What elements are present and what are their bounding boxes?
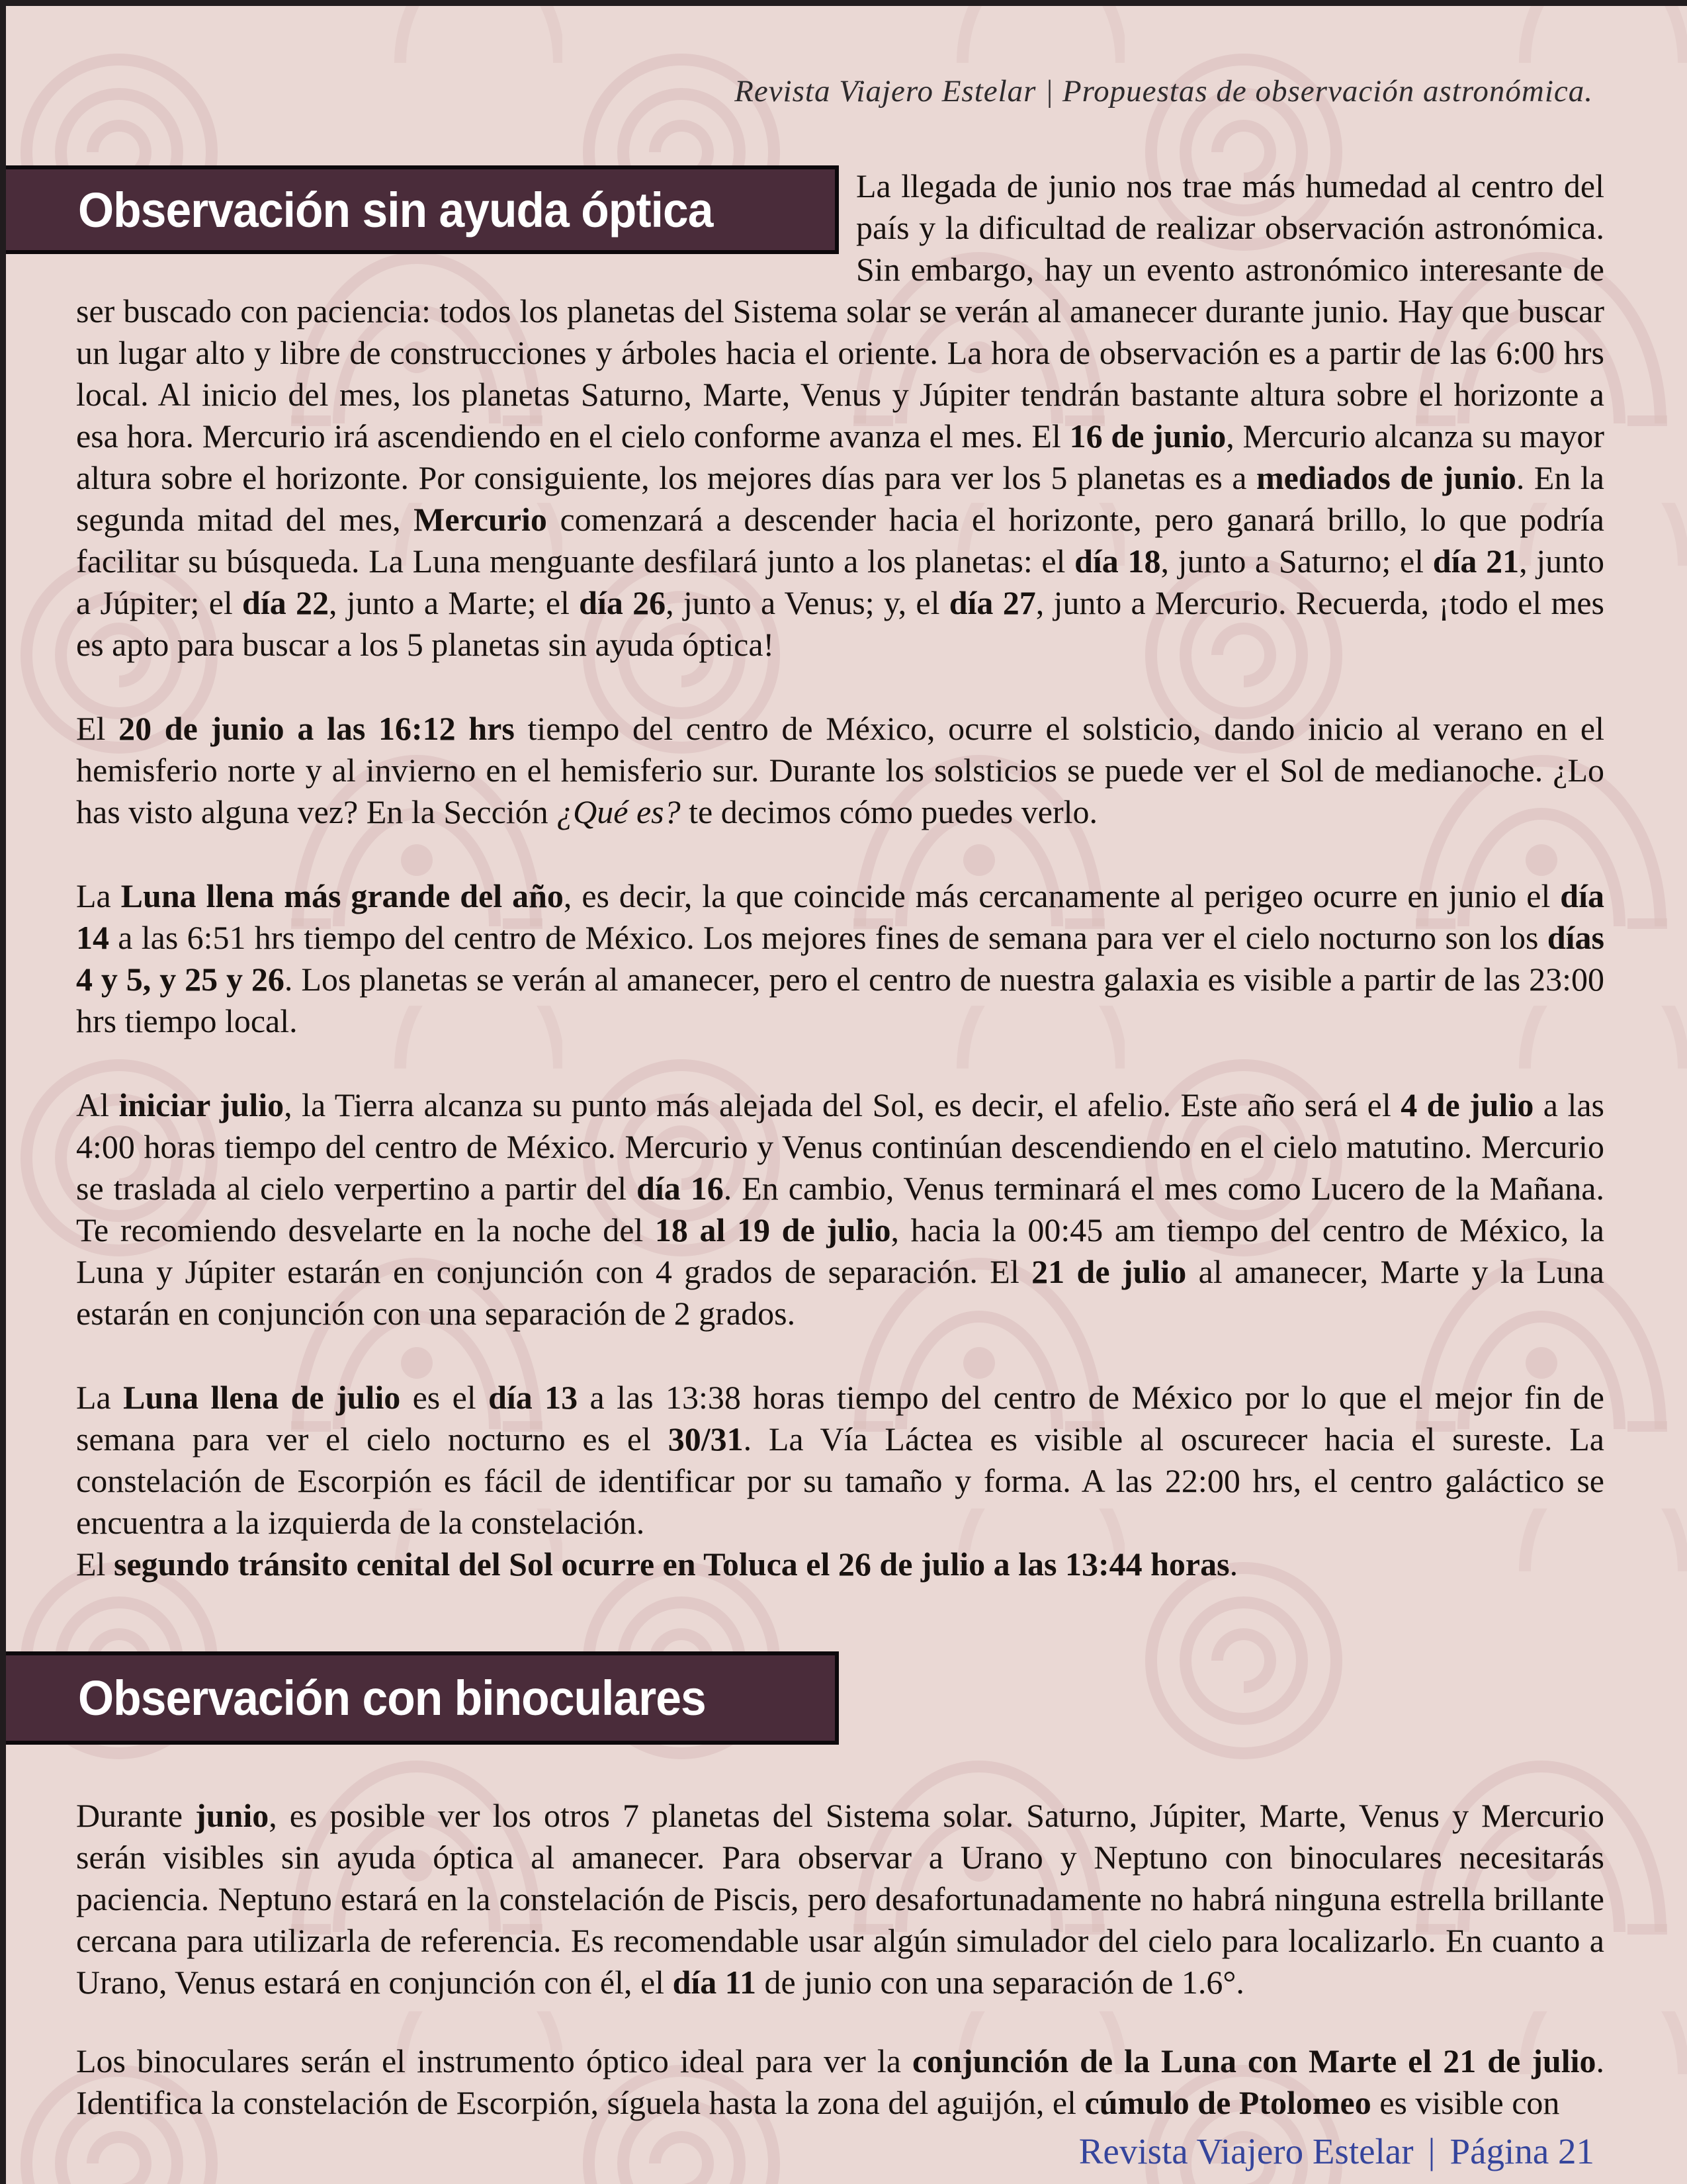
paragraph: La llegada de junio nos trae más humedad al centro del país y la dificultad de realizar observación astronómica. Sin embargo, hay un evento astronómico interesante de ser buscado con paciencia: todos los planetas del Sistema solar se verán al amanecer durante junio. Hay que buscar un lugar alto y libre de construcciones y árboles hacia el oriente. La hora de observación es a partir de las 6:00 hrs local. Al inicio del mes, los planetas Saturno, Marte, Venus y Júpiter tendrán bastante altura sobre el horizonte a esa hora. Mercurio irá ascendiendo en el cielo conforme avanza el mes. El 16 de junio, Mercurio alcanza su mayor altura sobre el horizonte. Por consiguiente, los mejores días para ver los 5 planetas es a mediados de junio. En la segunda mitad del mes, Mercurio comenzará a descender hacia el horizonte, pero ganará brillo, lo que podría facilitar su búsqueda. La Luna menguante desfilará junto a los planetas: el día 18, junto a Saturno; el día 21, junto a Júpiter; el día 22, junto a Marte; el día 26, junto a Venus; y, el día 27, junto a Mercurio. Recuerda, ¡todo el mes es apto para buscar a los 5 planetas sin ayuda óptica! (76, 167, 1605, 663)
footer-separator: | (1428, 2131, 1436, 2171)
page-footer (1079, 2130, 1594, 2173)
paragraph: El 20 de junio a las 16:12 hrs tiempo del centro de México, ocurre el solsticio, dando inicio al verano en el hemisferio norte y al invierno en el hemisferio sur. Durante los solsticios se puede ver el Sol de medianoche. ¿Lo has visto alguna vez? En la Sección ¿Qué es? te decimos cómo puedes verlo. (76, 710, 1604, 830)
paragraph: Al iniciar julio, la Tierra alcanza su punto más alejada del Sol, es decir, el afelio. Este año será el 4 de julio a las 4:00 horas tiempo del centro de México. Mercurio y Venus continúan descendiendo en el cielo matutino. Mercurio se traslada al cielo verpertino a partir del día 16. En cambio, Venus terminará el mes como Lucero de la Mañana. Te recomiendo desvelarte en la noche del 18 al 19 de julio, hacia la 00:45 am tiempo del centro de México, la Luna y Júpiter estarán en conjunción con 4 grados de separación. El 21 de julio al amanecer, Marte y la Luna estarán en conjunción con una separación de 2 grados. (76, 1086, 1604, 1332)
paragraph: El segundo tránsito cenital del Sol ocurre en Toluca el 26 de julio a las 13:44 horas. (76, 1546, 1238, 1583)
section-header-sin-ayuda-optica (0, 165, 839, 254)
section-title: Observación con binoculares (78, 1671, 706, 1725)
paragraph: La Luna llena más grande del año, es decir, la que coincide más cercanamente al perigeo ocurre en junio el día 14 a las 6:51 hrs tiempo del centro de México. Los mejores fines de semana para ver el cielo nocturno son los días 4 y 5, y 25 y 26. Los planetas se verán al amanecer, pero el centro de nuestra galaxia es visible a partir de las 23:00 hrs tiempo local. (76, 877, 1605, 1039)
section-title: Observación sin ayuda óptica (78, 182, 713, 238)
article-body (0, 165, 1687, 2124)
footer-page-number: Página 21 (1449, 2131, 1594, 2171)
paragraph: Durante junio, es posible ver los otros 7 planetas del Sistema solar. Saturno, Júpiter, Marte, Venus y Mercurio serán visibles sin ayuda óptica al amanecer. Para observar a Urano y Neptuno con binoculares necesitarás paciencia. Neptuno estará en la constelación de Piscis, pero desafortunadamente no habrá ninguna estrella brillante cercana para utilizarla de referencia. Es recomendable usar algún simulador del cielo para localizarlo. En cuanto a Urano, Venus estará en conjunción con él, el día 11 de junio con una separación de 1.6°. (76, 1797, 1604, 2001)
section-header-con-binoculares (0, 1651, 839, 1745)
paragraph: La Luna llena de julio es el día 13 a las 13:38 horas tiempo del centro de México por lo que el mejor fin de semana para ver el cielo nocturno es el 30/31. La Vía Láctea es visible al oscurecer hacia el sureste. La constelación de Escorpión es fácil de identificar por su tamaño y forma. A las 22:00 hrs, el centro galáctico se encuentra a la izquierda de la constelación. (76, 1379, 1605, 1541)
top-border-bar (0, 0, 1687, 6)
running-header: Revista Viajero Estelar | Propuestas de observación astronómica. (734, 74, 1593, 109)
footer-magazine-name: Revista Viajero Estelar (1078, 2131, 1414, 2171)
paragraph: Los binoculares serán el instrumento óptico ideal para ver la conjunción de la Luna con Marte el 21 de julio. Identifica la constelación de Escorpión, síguela hasta la zona del aguijón, el cúmulo de Ptolomeo es visible con (76, 2042, 1604, 2121)
left-border-bar (0, 0, 6, 2184)
